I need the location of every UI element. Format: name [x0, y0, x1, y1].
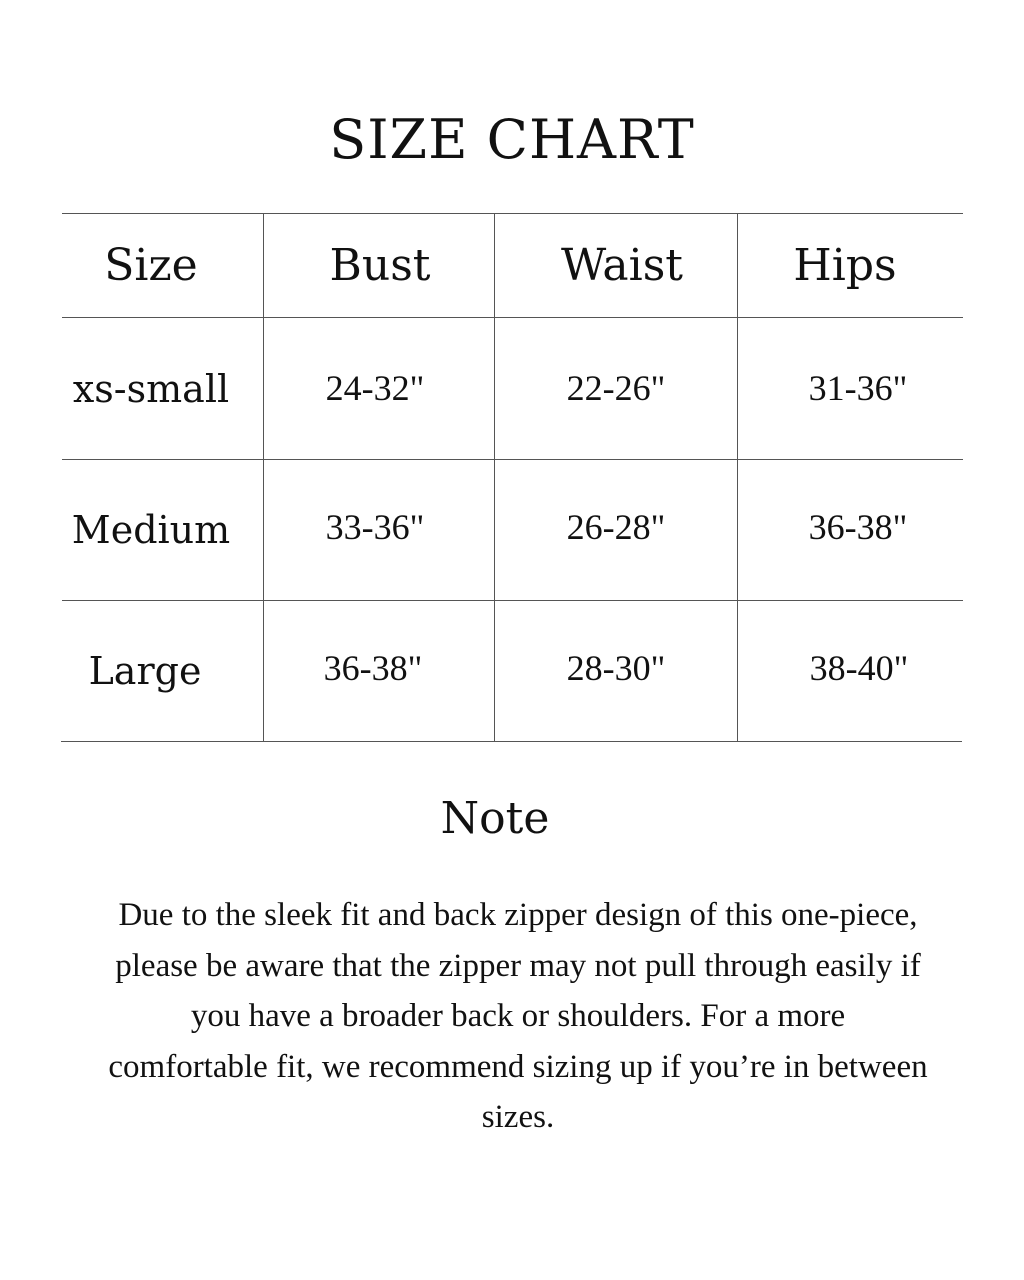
note-body: Due to the sleek fit and back zipper design of this one-piece, please be aware that the zipper may not pull through easily if you have a broader back or shoulders. For a more comfortable fit, we recommend sizing up if you’re in between sizes.	[108, 897, 928, 1135]
table-rule-row2	[62, 600, 963, 601]
table-rule-row1	[62, 459, 963, 460]
row-medium-waist: 26-28"	[566, 507, 666, 547]
row-medium-hips: 36-38"	[808, 507, 908, 547]
row-xs-small-hips: 31-36"	[808, 368, 908, 408]
table-rule-header	[62, 317, 963, 318]
table-rule-bottom	[61, 741, 962, 742]
header-waist: Waist	[561, 240, 683, 291]
page-title: SIZE CHART	[329, 108, 695, 171]
note-heading: Note	[440, 793, 550, 844]
header-hips: Hips	[793, 240, 897, 291]
header-size: Size	[104, 240, 198, 291]
header-bust: Bust	[329, 240, 431, 291]
table-rule-top	[62, 213, 963, 214]
row-large-hips: 38-40"	[809, 648, 909, 688]
row-medium-size: Medium	[71, 508, 231, 552]
row-large-waist: 28-30"	[566, 648, 666, 688]
row-xs-small-size: xs-small	[72, 367, 230, 411]
row-medium-bust: 33-36"	[325, 507, 425, 547]
row-large-size: Large	[88, 649, 202, 693]
row-xs-small-waist: 22-26"	[566, 368, 666, 408]
row-large-bust: 36-38"	[323, 648, 423, 688]
row-xs-small-bust: 24-32"	[325, 368, 425, 408]
